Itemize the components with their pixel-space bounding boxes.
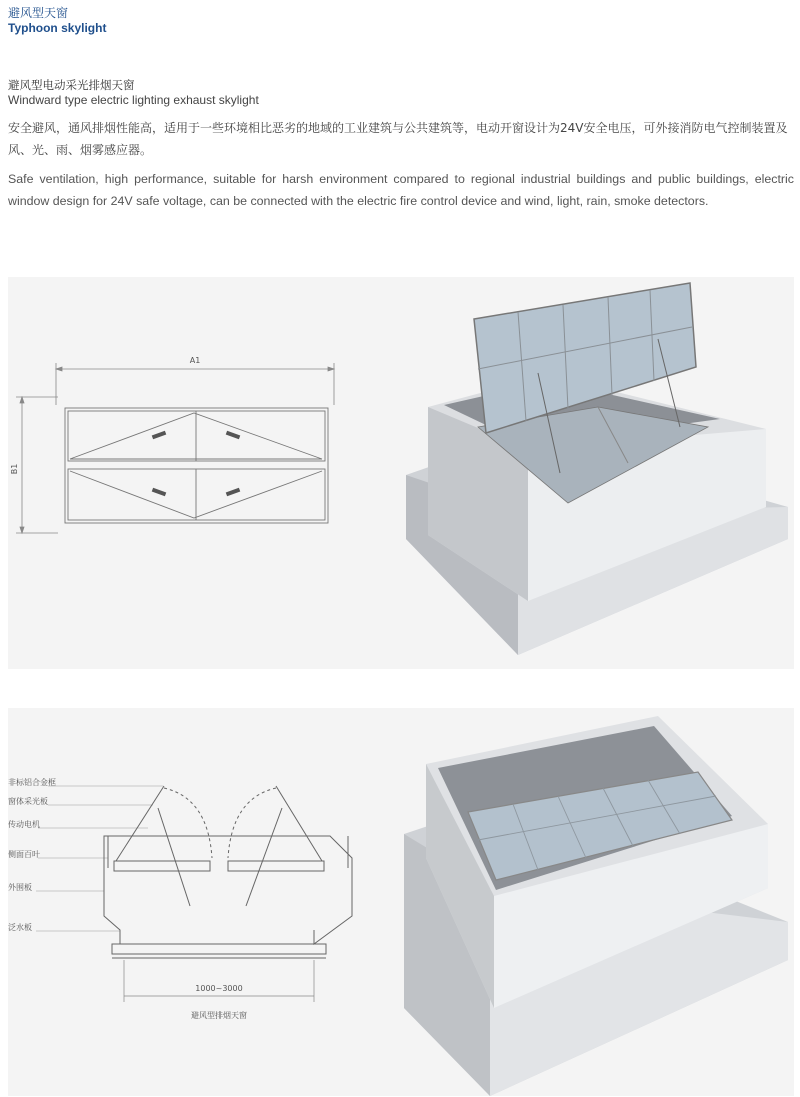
- plan-drawing-figure: [8, 277, 794, 669]
- skylight-open-render: [406, 283, 788, 655]
- product-name-cn: 避风型电动采光排烟天窗: [8, 78, 135, 92]
- section-caption: 避风型排烟天窗: [191, 1011, 247, 1020]
- section-labels: [8, 777, 56, 932]
- section-drawing-figure: [8, 708, 794, 1096]
- label-outer-panel: 外围板: [8, 883, 32, 892]
- product-name-en: Windward type electric lighting exhaust skylight: [8, 93, 259, 107]
- label-lighting-panel: 窗体采光板: [8, 797, 48, 806]
- label-leader-lines: [36, 786, 163, 931]
- dimension-b1-label: B1: [10, 463, 19, 475]
- skylight-closed-render: [404, 716, 788, 1096]
- dimension-a1-label: A1: [189, 356, 201, 365]
- window-frame-plan: [65, 408, 328, 523]
- figure-panel-section: [8, 708, 794, 1096]
- section-outline: [104, 786, 352, 958]
- dimension-b1: [16, 397, 58, 533]
- dimension-span-label: 1000~3000: [195, 984, 243, 993]
- dimension-a1: [56, 363, 334, 405]
- label-flashing-panel: 泛水板: [8, 923, 32, 932]
- header-title-en: Typhoon skylight: [8, 21, 107, 35]
- product-description-cn: 安全避风，通风排烟性能高，适用于一些环境相比恶劣的地域的工业建筑与公共建筑等，电动开窗设计为24V安全电压，可外接消防电气控制装置及风、光、雨、烟雾感应器。: [8, 121, 788, 157]
- header-title-cn: 避风型天窗: [8, 6, 69, 20]
- label-aluminum-frame: 非标铝合金框: [8, 778, 56, 787]
- dimension-span: [124, 960, 314, 1002]
- product-description-en: Safe ventilation, high performance, suitable for harsh environment compared to regional industrial buildings and public buildings, electric window design for 24V safe voltage, can be connected with the electric fire control device and wind, light, rain, smoke detectors.: [8, 172, 794, 208]
- label-drive-motor: 传动电机: [8, 820, 40, 829]
- label-side-louver: 侧面百叶: [8, 850, 40, 859]
- figure-panel-plan: [8, 277, 794, 669]
